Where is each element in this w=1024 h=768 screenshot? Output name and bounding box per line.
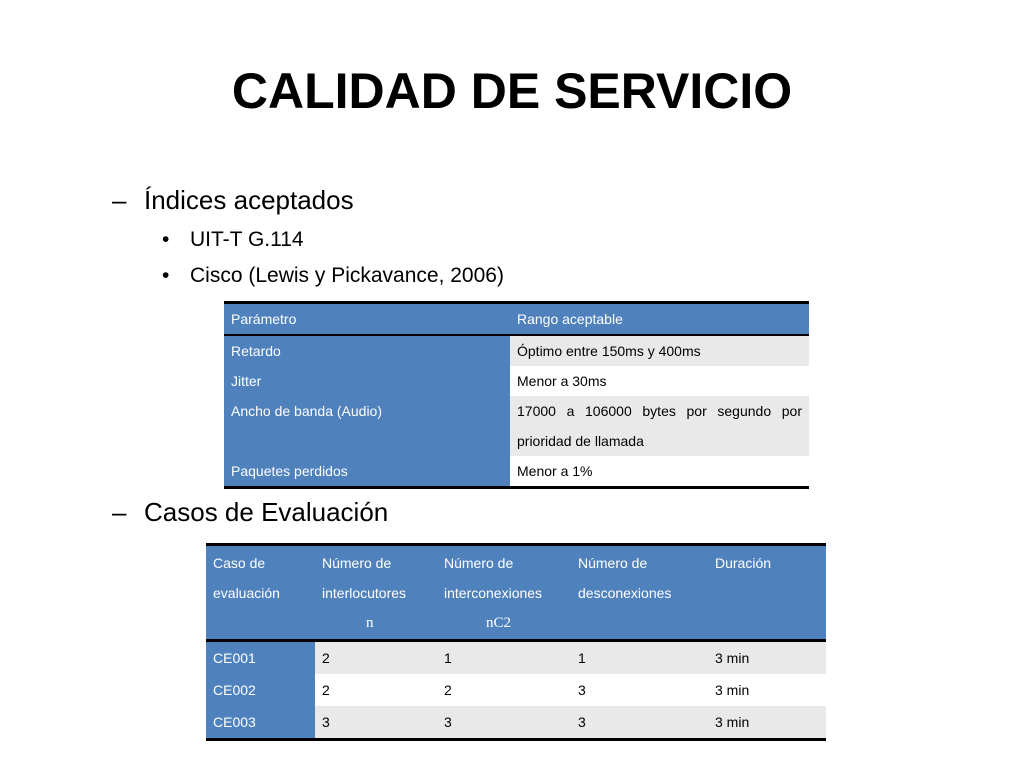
header-cell: [571, 545, 708, 641]
bullet-marker: •: [162, 264, 170, 287]
value-cell: 2: [437, 674, 571, 706]
dash-marker: –: [112, 497, 127, 527]
bullet-label: Cisco (Lewis y Pickavance, 2006): [190, 264, 504, 287]
value-cell: 2: [315, 641, 437, 675]
param-cell: Retardo: [224, 335, 510, 366]
value-cell: Óptimo entre 150ms y 400ms: [510, 335, 809, 366]
value-cell: 3: [315, 706, 437, 740]
param-cell: Jitter: [224, 366, 510, 396]
value-cell: Menor a 30ms: [510, 366, 809, 396]
table-row: [206, 641, 826, 675]
table-row: [224, 366, 809, 396]
table-row: [206, 674, 826, 706]
table-header-row: [206, 545, 826, 641]
header-label: Número de desconexiones: [578, 555, 672, 601]
value-cell: 2: [315, 674, 437, 706]
evaluation-table: [206, 543, 826, 741]
table-row: [206, 706, 826, 740]
section-label: Casos de Evaluación: [144, 497, 389, 527]
value-cell: 3: [437, 706, 571, 740]
slide-title: CALIDAD DE SERVICIO: [231, 63, 793, 119]
header-label: Caso de evaluación: [213, 555, 280, 601]
case-cell: CE003: [206, 706, 315, 740]
dash-marker: –: [112, 185, 127, 215]
header-cell: Parámetro: [224, 303, 510, 336]
value-cell: 17000 a 106000 bytes por segundo por prioridad de llamada: [510, 396, 809, 456]
value-cell: 3 min: [708, 641, 826, 675]
table-row: [224, 335, 809, 366]
header-formula: nC2: [486, 615, 512, 631]
bullet-label: UIT-T G.114: [190, 228, 304, 251]
value-cell: 3: [571, 706, 708, 740]
section-casos: [112, 497, 388, 528]
header-formula: n: [366, 615, 374, 631]
header-label: Número de interconexiones: [444, 555, 543, 601]
bullet-cisco: [162, 264, 504, 288]
bullet-uit: [162, 228, 304, 252]
value-cell: 3 min: [708, 674, 826, 706]
value-cell: 1: [571, 641, 708, 675]
section-indices: [112, 185, 354, 216]
case-cell: CE002: [206, 674, 315, 706]
value-cell: 3 min: [708, 706, 826, 740]
header-cell: [708, 545, 826, 641]
value-cell: Menor a 1%: [510, 456, 809, 488]
header-label: Número de interlocutores: [322, 555, 407, 601]
value-cell: 3: [571, 674, 708, 706]
table-header-row: [224, 303, 809, 336]
bullet-marker: •: [162, 228, 170, 251]
table-row: [224, 396, 809, 456]
section-label: Índices aceptados: [144, 185, 354, 215]
table-row: [224, 456, 809, 488]
header-cell: [315, 545, 437, 641]
header-label: Duración: [715, 555, 772, 571]
param-cell: Ancho de banda (Audio): [224, 396, 510, 456]
header-cell: [206, 545, 315, 641]
value-cell: 1: [437, 641, 571, 675]
header-cell: Rango aceptable: [510, 303, 809, 336]
case-cell: CE001: [206, 641, 315, 675]
param-cell: Paquetes perdidos: [224, 456, 510, 488]
header-cell: [437, 545, 571, 641]
parameters-table: [224, 301, 809, 489]
